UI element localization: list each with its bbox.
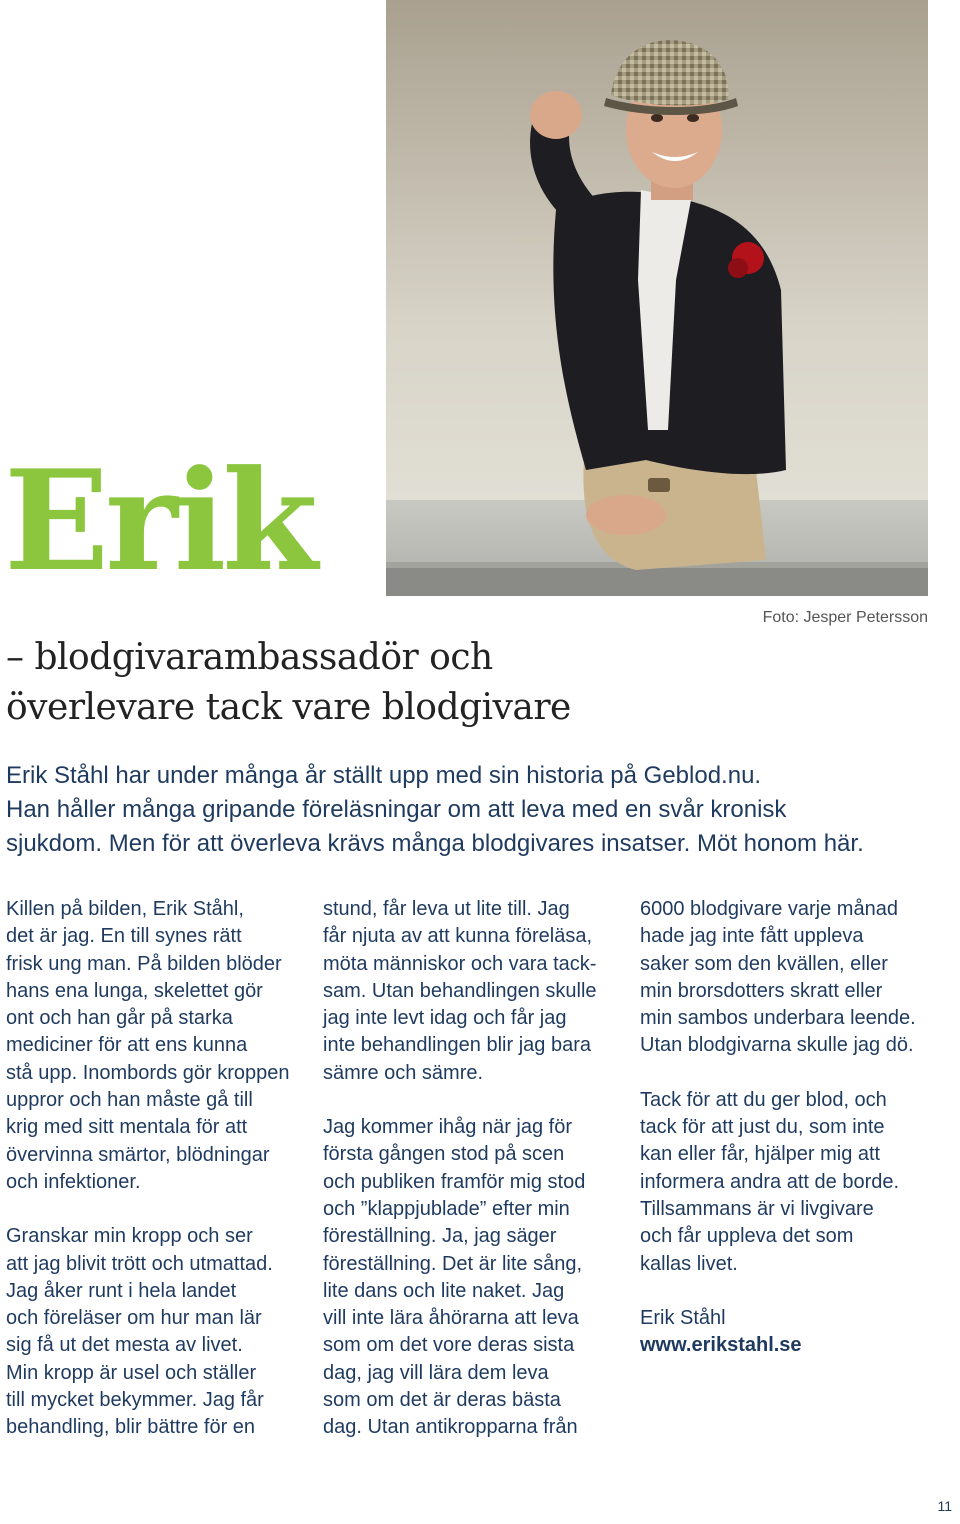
text-line: min brorsdotters skratt eller <box>640 979 883 1002</box>
text-line: kallas livet. <box>640 1252 738 1275</box>
text-line: 6000 blodgivare varje månad <box>640 898 898 920</box>
text-line: Jag åker runt i hela landet <box>6 1279 237 1302</box>
text-line: och infektioner. <box>6 1170 141 1193</box>
text-line: stå upp. Inombords gör kroppen <box>6 1061 290 1084</box>
text-line: till mycket bekymmer. Jag får <box>6 1389 264 1412</box>
body-column-3 <box>640 896 940 1386</box>
text-line: vill inte lära åhörarna att leva <box>323 1307 579 1330</box>
text-line: får njuta av att kunna föreläsa, <box>323 925 593 948</box>
text-line: möta människor och vara tack- <box>323 952 597 975</box>
text-line: Granskar min kropp och ser <box>6 1225 253 1248</box>
text-line: första gången stod på scen <box>323 1143 565 1166</box>
text-line: som om det är deras bästa <box>323 1389 561 1412</box>
text-line: dag. Utan antikropparna från <box>323 1416 578 1439</box>
paragraph <box>640 1087 940 1278</box>
text-line: som om det vore deras sista <box>323 1334 575 1357</box>
text-line: krig med sitt mentala för att <box>6 1116 248 1139</box>
text-line: sig få ut det mesta av livet. <box>6 1334 243 1357</box>
text-line: föreställning. Ja, jag säger <box>323 1225 557 1248</box>
article-title: Erik <box>4 439 314 602</box>
text-line: min sambos underbara leende. <box>640 1007 916 1030</box>
text-line: frisk ung man. På bilden blöder <box>6 952 282 975</box>
text-line: jag inte levt idag och får jag <box>323 1007 567 1030</box>
author-signature: Erik Ståhl <box>640 1306 726 1329</box>
paragraph <box>323 896 623 1087</box>
signature-block <box>640 1305 940 1360</box>
lead-line-2: Han håller många gripande föreläsningar om att leva med en svår kronisk <box>6 796 787 823</box>
paragraph <box>6 1223 306 1441</box>
text-line: och publiken framför mig stod <box>323 1170 586 1193</box>
text-line: sam. Utan behandlingen skulle <box>323 979 597 1002</box>
text-line: hade jag inte fått uppleva <box>640 925 864 948</box>
paragraph <box>323 1114 623 1442</box>
article-subtitle <box>6 633 726 733</box>
text-line: Utan blodgivarna skulle jag dö. <box>640 1034 914 1057</box>
body-column-2 <box>323 896 623 1469</box>
subtitle-line-1: – blodgivarambassadör och <box>6 637 493 678</box>
text-line: tack för att just du, som inte <box>640 1116 885 1139</box>
text-line: inte behandlingen blir jag bara <box>323 1034 591 1057</box>
text-line: uppror och han måste gå till <box>6 1089 253 1112</box>
text-line: sämre och sämre. <box>323 1061 484 1084</box>
text-line: Tillsammans är vi livgivare <box>640 1197 874 1220</box>
lead-line-1: Erik Ståhl har under många år ställt upp med sin historia på Geblod.nu. <box>6 762 762 789</box>
text-line: informera andra att de borde. <box>640 1170 900 1193</box>
text-line: övervinna smärtor, blödningar <box>6 1143 270 1166</box>
text-line: behandling, blir bättre för en <box>6 1416 256 1439</box>
subtitle-line-2: överlevare tack vare blodgivare <box>6 687 571 728</box>
text-line: det är jag. En till synes rätt <box>6 925 242 948</box>
text-line: dag, jag vill lära dem leva <box>323 1361 549 1384</box>
text-line: hans ena lunga, skelettet gör <box>6 979 263 1002</box>
body-column-1 <box>6 896 306 1469</box>
text-line: ont och han går på starka <box>6 1007 233 1030</box>
text-line: lite dans och lite naket. Jag <box>323 1279 565 1302</box>
author-website-link[interactable]: www.erikstahl.se <box>640 1334 802 1357</box>
photo-credit: Foto: Jesper Petersson <box>762 609 928 626</box>
text-line: och föreläser om hur man lär <box>6 1307 262 1330</box>
text-line: Jag kommer ihåg när jag för <box>323 1116 573 1139</box>
text-line: och får uppleva det som <box>640 1225 854 1248</box>
text-line: Tack för att du ger blod, och <box>640 1088 887 1111</box>
text-line: stund, får leva ut lite till. Jag <box>323 898 570 920</box>
page-number: 11 <box>937 1498 952 1514</box>
text-line: och ”klappjublade” efter min <box>323 1197 570 1220</box>
text-line: föreställning. Det är lite sång, <box>323 1252 583 1275</box>
paragraph <box>6 896 306 1196</box>
text-line: mediciner för att ens kunna <box>6 1034 248 1057</box>
text-line: Killen på bilden, Erik Ståhl, <box>6 898 244 920</box>
text-line: Min kropp är usel och ställer <box>6 1361 257 1384</box>
text-line: saker som den kvällen, eller <box>640 952 888 975</box>
lead-line-3: sjukdom. Men för att överleva krävs många blodgivares insatser. Möt honom här. <box>6 830 864 857</box>
paragraph <box>640 896 940 1060</box>
text-line: kan eller får, hjälper mig att <box>640 1143 881 1166</box>
text-line: att jag blivit trött och utmattad. <box>6 1252 273 1275</box>
portrait-illustration <box>386 0 928 596</box>
portrait-photo <box>386 0 928 596</box>
article-lead <box>6 759 906 861</box>
